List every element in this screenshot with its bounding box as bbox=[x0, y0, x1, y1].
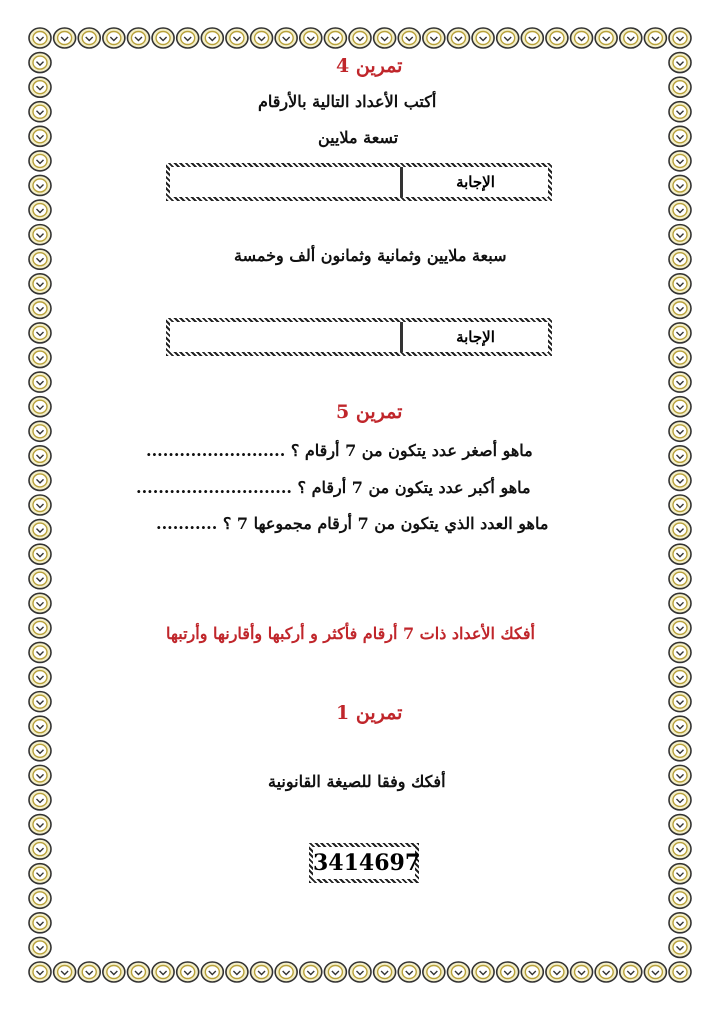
clock-icon bbox=[546, 962, 568, 982]
clock-icon bbox=[669, 397, 691, 417]
clock-icon bbox=[669, 225, 691, 245]
answer-label: الإجابة bbox=[400, 322, 548, 352]
clock-icon bbox=[29, 593, 51, 613]
clock-icon bbox=[29, 175, 51, 195]
exercise4-title: تمرين 4 bbox=[336, 55, 403, 77]
clock-icon bbox=[472, 28, 494, 48]
clock-icon bbox=[177, 28, 199, 48]
clock-icon bbox=[103, 962, 125, 982]
clock-icon bbox=[177, 962, 199, 982]
clock-icon bbox=[324, 962, 346, 982]
clock-icon bbox=[275, 28, 297, 48]
clock-icon bbox=[669, 446, 691, 466]
clock-icon bbox=[29, 618, 51, 638]
clock-icon bbox=[29, 642, 51, 662]
exercise1-instruction: أفكك وفقا للصيغة القانونية bbox=[268, 772, 446, 791]
clock-icon bbox=[29, 126, 51, 146]
clock-icon bbox=[447, 962, 469, 982]
clock-icon bbox=[29, 151, 51, 171]
clock-icon bbox=[669, 741, 691, 761]
clock-icon bbox=[29, 888, 51, 908]
clock-icon bbox=[546, 28, 568, 48]
clock-icon bbox=[669, 102, 691, 122]
answer-label: الإجابة bbox=[400, 167, 548, 197]
clock-icon bbox=[300, 28, 322, 48]
clock-icon bbox=[669, 348, 691, 368]
clock-icon bbox=[29, 937, 51, 957]
clock-icon bbox=[127, 28, 149, 48]
clock-icon bbox=[29, 569, 51, 589]
clock-icon bbox=[669, 642, 691, 662]
clock-icon bbox=[644, 28, 666, 48]
clock-icon bbox=[497, 28, 519, 48]
exercise5-title: تمرين 5 bbox=[336, 401, 403, 423]
clock-icon bbox=[29, 495, 51, 515]
clock-icon bbox=[324, 28, 346, 48]
clock-icon bbox=[275, 962, 297, 982]
clock-icon bbox=[29, 667, 51, 687]
clock-icon bbox=[669, 839, 691, 859]
clock-icon bbox=[669, 790, 691, 810]
clock-icon bbox=[669, 962, 691, 982]
clock-icon bbox=[29, 520, 51, 540]
clock-icon bbox=[29, 421, 51, 441]
clock-icon bbox=[669, 815, 691, 835]
clock-icon bbox=[29, 397, 51, 417]
clock-icon bbox=[447, 28, 469, 48]
clock-icon bbox=[29, 765, 51, 785]
clock-icon bbox=[620, 962, 642, 982]
clock-icon bbox=[29, 225, 51, 245]
clock-icon bbox=[669, 667, 691, 687]
clock-icon bbox=[669, 569, 691, 589]
clock-icon bbox=[29, 544, 51, 564]
clock-icon bbox=[374, 962, 396, 982]
clock-icon bbox=[78, 962, 100, 982]
clock-icon bbox=[29, 28, 51, 48]
clock-icon bbox=[669, 249, 691, 269]
exercise4-instruction: أكتب الأعداد التالية بالأرقام bbox=[258, 92, 437, 111]
clock-icon bbox=[201, 962, 223, 982]
clock-icon bbox=[669, 937, 691, 957]
clock-icon bbox=[374, 28, 396, 48]
answer-field[interactable] bbox=[170, 322, 400, 352]
clock-icon bbox=[669, 618, 691, 638]
exercise5-question-3: ماهو العدد الذي يتكون من 7 أرقام مجموعها 7 ؟ ........... bbox=[156, 514, 549, 533]
clock-icon bbox=[127, 962, 149, 982]
clock-icon bbox=[29, 372, 51, 392]
clock-icon bbox=[669, 200, 691, 220]
clock-icon bbox=[349, 28, 371, 48]
clock-icon bbox=[497, 962, 519, 982]
exercise4-item2: سبعة ملايين وثمانية وثمانون ألف وخمسة bbox=[234, 246, 507, 265]
clock-icon bbox=[29, 200, 51, 220]
clock-icon bbox=[29, 790, 51, 810]
lesson-objective: أفكك الأعداد ذات 7 أرقام فأكثر و أركبها وأقارنها وأرتبها bbox=[166, 624, 535, 643]
clock-icon bbox=[669, 126, 691, 146]
clock-icon bbox=[669, 495, 691, 515]
clock-icon bbox=[152, 962, 174, 982]
clock-icon bbox=[349, 962, 371, 982]
clock-icon bbox=[29, 102, 51, 122]
clock-icon bbox=[669, 28, 691, 48]
clock-icon bbox=[669, 544, 691, 564]
exercise4-item1: تسعة ملايين bbox=[318, 128, 399, 147]
clock-icon bbox=[251, 28, 273, 48]
exercise1-title: تمرين 1 bbox=[336, 702, 403, 724]
clock-icon bbox=[620, 28, 642, 48]
clock-icon bbox=[595, 962, 617, 982]
exercise5-question-2: ماهو أكبر عدد يتكون من 7 أرقام ؟ ............................ bbox=[136, 478, 531, 497]
clock-icon bbox=[29, 323, 51, 343]
clock-icon bbox=[226, 962, 248, 982]
exercise5-question-1: ماهو أصغر عدد يتكون من 7 أرقام ؟ ......................... bbox=[146, 441, 533, 460]
clock-icon bbox=[669, 765, 691, 785]
clock-icon bbox=[29, 913, 51, 933]
clock-icon bbox=[669, 864, 691, 884]
clock-icon bbox=[29, 692, 51, 712]
clock-icon bbox=[29, 962, 51, 982]
answer-field[interactable] bbox=[170, 167, 400, 197]
clock-icon bbox=[251, 962, 273, 982]
clock-icon bbox=[472, 962, 494, 982]
clock-icon bbox=[54, 962, 76, 982]
clock-icon bbox=[29, 864, 51, 884]
clock-icon bbox=[29, 741, 51, 761]
clock-icon bbox=[29, 446, 51, 466]
clock-icon bbox=[29, 274, 51, 294]
clock-icon bbox=[29, 77, 51, 97]
clock-icon bbox=[521, 962, 543, 982]
clock-icon bbox=[78, 28, 100, 48]
clock-icon bbox=[29, 815, 51, 835]
clock-icon bbox=[571, 28, 593, 48]
clock-icon bbox=[669, 716, 691, 736]
clock-icon bbox=[669, 692, 691, 712]
clock-icon bbox=[29, 470, 51, 490]
clock-icon bbox=[152, 28, 174, 48]
clock-icon bbox=[201, 28, 223, 48]
clock-icon bbox=[398, 28, 420, 48]
clock-icon bbox=[669, 298, 691, 318]
clock-icon bbox=[669, 593, 691, 613]
clock-icon bbox=[226, 28, 248, 48]
clock-icon bbox=[571, 962, 593, 982]
clock-icon bbox=[595, 28, 617, 48]
clock-icon bbox=[669, 151, 691, 171]
clock-icon bbox=[669, 323, 691, 343]
clock-icon bbox=[29, 348, 51, 368]
clock-icon bbox=[669, 913, 691, 933]
clock-icon bbox=[29, 839, 51, 859]
clock-icon bbox=[300, 962, 322, 982]
number-to-decompose: 3414697 bbox=[309, 843, 419, 883]
clock-icon bbox=[29, 716, 51, 736]
clock-icon bbox=[423, 962, 445, 982]
clock-icon bbox=[29, 249, 51, 269]
clock-icon bbox=[398, 962, 420, 982]
clock-icon bbox=[669, 274, 691, 294]
clock-icon bbox=[669, 77, 691, 97]
clock-icon bbox=[644, 962, 666, 982]
clock-icon bbox=[423, 28, 445, 48]
clock-icon bbox=[521, 28, 543, 48]
clock-icon bbox=[669, 520, 691, 540]
clock-icon bbox=[29, 298, 51, 318]
answer-box-1 bbox=[166, 163, 552, 201]
clock-icon bbox=[669, 470, 691, 490]
clock-icon bbox=[669, 421, 691, 441]
clock-icon bbox=[669, 372, 691, 392]
answer-box-2 bbox=[166, 318, 552, 356]
clock-icon bbox=[669, 175, 691, 195]
clock-icon bbox=[54, 28, 76, 48]
clock-icon bbox=[669, 53, 691, 73]
clock-icon bbox=[669, 888, 691, 908]
clock-icon bbox=[29, 53, 51, 73]
clock-icon bbox=[103, 28, 125, 48]
